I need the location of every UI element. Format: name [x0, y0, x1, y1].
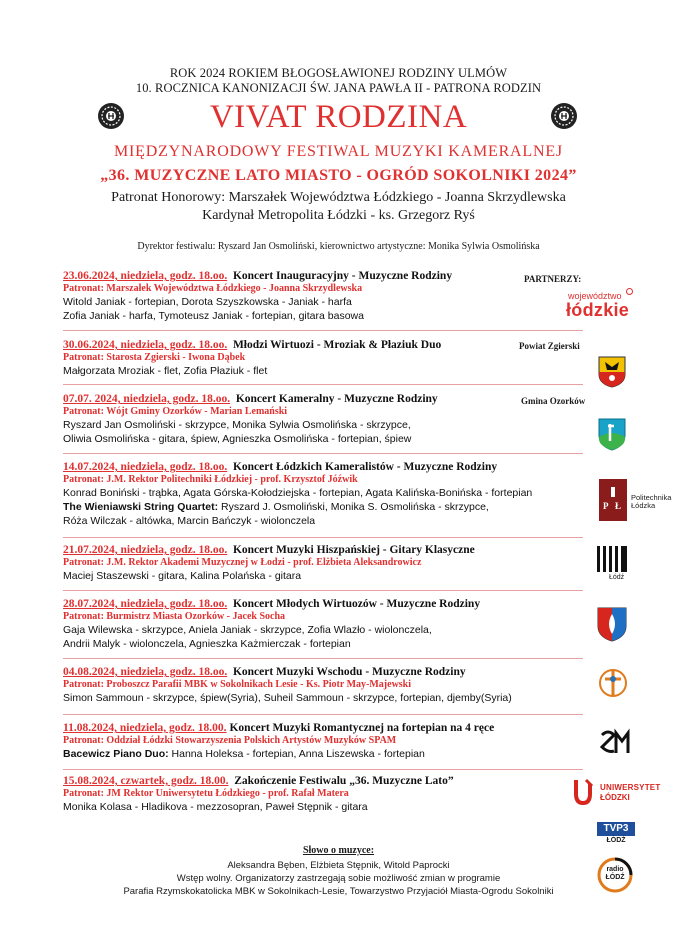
- footer-notice: Wstęp wolny. Organizatorzy zastrzegają sobie możliwość zmian w programie: [176, 873, 501, 884]
- event-6: [63, 598, 583, 650]
- event-performers: Gaja Wilewska - skrzypce, Aniela Janiak - skrzypce, Zofia Wlazło - wiolonczela,: [63, 624, 432, 636]
- event-patron: Patronat: Starosta Zgierski - Iwona Dąbek: [63, 352, 246, 363]
- event-performers: The Wieniawski String Quartet: Ryszard J. Osmoliński, Monika S. Osmolińska - skrzypce,: [63, 501, 489, 513]
- event-4: [63, 461, 583, 527]
- wojewodztwo-lodzkie-logo: województwo łódzkie: [560, 288, 640, 328]
- uniwersytet-lodzki-logo: UNIWERSYTET ŁÓDZKI: [572, 776, 662, 808]
- akademia-muzyczna-logo: Łódź: [597, 546, 631, 584]
- divider: [63, 769, 583, 770]
- event-patron: Patronat: Marszałek Województwa Łódzkiego - Joanna Skrzydlewska: [63, 283, 363, 294]
- event-title: Koncert Młodych Wirtuozów - Muzyczne Rodziny: [232, 598, 481, 610]
- registered-icon: [626, 288, 633, 295]
- divider: [63, 714, 583, 715]
- event-patron: Patronat: Burmistrz Miasta Ozorków - Jacek Socha: [63, 611, 286, 622]
- powiat-label: Powiat Zgierski: [519, 341, 580, 351]
- event-title: Koncert Muzyki Romantycznej na fortepian na 4 ręce: [229, 722, 495, 734]
- event-performers: Monika Kolasa - Hladikova - mezzosopran, Paweł Stępnik - gitara: [63, 801, 368, 813]
- divider: [63, 537, 583, 538]
- politechnika-emblem-icon: P Ł: [599, 479, 627, 521]
- event-performers: Oliwia Osmolińska - gitara, śpiew, Agnieszka Osmolińska - fortepian, śpiew: [63, 433, 412, 445]
- event-patron: Patronat: Wójt Gminy Ozorków - Marian Lemański: [63, 406, 288, 417]
- spam-logo-icon: [598, 727, 632, 764]
- footer-organizers: Parafia Rzymskokatolicka MBK w Sokolnikach-Lesie, Towarzystwo Przyjaciół Miasta-Ogrodu Sokolniki: [123, 886, 554, 897]
- header-line-2: 10. ROCZNICA KANONIZACJI ŚW. JANA PAWŁA II - PATRONA RODZIN: [135, 81, 542, 95]
- event-performers: Witold Janiak - fortepian, Dorota Szyszkowska - Janiak - harfa: [63, 296, 352, 308]
- event-performers: Małgorzata Mroziak - flet, Zofia Płaziuk - flet: [63, 365, 268, 377]
- event-performers: Bacewicz Piano Duo: Hanna Holeksa - fortepian, Anna Liszewska - fortepian: [63, 748, 425, 760]
- event-date: 11.08.2024, niedziela, godz. 18.00.: [63, 722, 227, 734]
- event-2: [63, 339, 583, 377]
- gmina-ozorkow-crest-icon: [597, 417, 627, 456]
- event-date: 23.06.2024, niedziela, godz. 18.oo.: [63, 270, 228, 282]
- event-date: 28.07.2024, niedziela, godz. 18.oo.: [63, 598, 228, 610]
- event-title: Zakończenie Festiwalu „36. Muzyczne Lato”: [234, 775, 454, 787]
- festival-director: Dyrektor festiwalu: Ryszard Jan Osmoliński, kierownictwo artystyczne: Monika Sylwia Osmolińska: [137, 241, 540, 252]
- piano-keys-icon: [597, 546, 627, 572]
- event-date: 07.07. 2024, niedziela, godz. 18.oo.: [63, 393, 231, 405]
- event-1: [63, 270, 583, 322]
- divider: [63, 384, 583, 385]
- event-title: Koncert Kameralny - Muzyczne Rodziny: [235, 393, 438, 405]
- event-patron: Patronat: JM Rektor Uniwersytetu Łódzkiego - prof. Rafał Matera: [63, 788, 349, 799]
- divider: [63, 658, 583, 659]
- powiat-zgierski-crest-icon: [598, 356, 626, 393]
- event-date: 15.08.2024, czwartek, godz. 18.00.: [63, 775, 229, 787]
- divider: [63, 590, 583, 591]
- event-date: 21.07.2024, niedziela, godz. 18.oo.: [63, 544, 228, 556]
- partners-heading: PARTNERZY:: [524, 274, 582, 284]
- event-date: 04.08.2024, niedziela, godz. 18.oo.: [63, 666, 228, 678]
- event-title: Koncert Muzyki Hiszpańskiej - Gitary Klasyczne: [232, 544, 475, 556]
- event-performers: Andrii Malyk - wiolonczela, Agnieszka Każmierczak - fortepian: [63, 638, 351, 650]
- festival-subtitle: MIĘDZYNARODOWY FESTIWAL MUZYKI KAMERALNEJ: [114, 143, 563, 160]
- event-8: [63, 722, 583, 760]
- parafia-cross-icon: [598, 665, 628, 706]
- politechnika-lodzka-logo: P Ł Politechnika Łódzka: [599, 479, 677, 521]
- event-3: [63, 393, 586, 445]
- event-performers: Zofia Janiak - harfa, Tymoteusz Janiak - fortepian, gitara basowa: [63, 310, 364, 322]
- radio-lodz-logo: radio ŁÓDŹ: [595, 856, 635, 894]
- event-9: [63, 775, 583, 813]
- event-date: 30.06.2024, niedziela, godz. 18.oo.: [63, 339, 228, 351]
- event-performers: Maciej Staszewski - gitara, Kalina Polańska - gitara: [63, 570, 302, 582]
- event-patron: Patronat: J.M. Rektor Politechniki Łódzkiej - prof. Krzysztof Jóźwik: [63, 474, 358, 485]
- event-title: Koncert Muzyki Wschodu - Muzyczne Rodziny: [232, 666, 466, 678]
- honorary-patron-1: Patronat Honorowy: Marszałek Województwa Łódzkiego - Joanna Skrzydlewska: [111, 190, 566, 205]
- event-patron: Patronat: Oddział Łódzki Stowarzyszenia Polskich Artystów Muzyków SPAM: [63, 735, 397, 746]
- footer-speakers: Aleksandra Bęben, Elżbieta Stępnik, Witold Paprocki: [227, 860, 450, 871]
- event-title: Młodzi Wirtuozi - Mroziak & Płaziuk Duo: [232, 339, 442, 351]
- event-5: [63, 544, 583, 582]
- divider: [63, 330, 583, 331]
- footer-title: Słowo o muzyce:: [302, 845, 375, 856]
- event-7: [63, 666, 583, 704]
- event-patron: Patronat: Proboszcz Parafii MBK w Sokolnikach Lesie - Ks. Piotr May-Majewski: [63, 679, 412, 690]
- festival-title: VIVAT RODZINA: [209, 99, 468, 135]
- miasto-ozorkow-crest-icon: [596, 606, 628, 647]
- event-patron: Patronat: J.M. Rektor Akademi Muzycznej w Łodzi - prof. Elżbieta Aleksandrowicz: [63, 557, 422, 568]
- uniwersytet-emblem-icon: [572, 778, 594, 811]
- festival-edition: „36. MUZYCZNE LATO MIASTO - OGRÓD SOKOLNIKI 2024”: [100, 167, 577, 184]
- event-performers: Konrad Boniński - trąbka, Agata Górska-Kołodziejska - fortepian, Agata Kalińska-Bonińska - fortepian: [63, 487, 533, 499]
- honorary-patron-2: Kardynał Metropolita Łódzki - ks. Grzegorz Ryś: [202, 208, 475, 223]
- event-performers: Róża Wilczak - altówka, Marcin Bańczyk - wiolonczela: [63, 515, 316, 527]
- gmina-label: Gmina Ozorków: [521, 396, 586, 406]
- event-date: 14.07.2024, niedziela, godz. 18.oo.: [63, 461, 228, 473]
- header-line-1: ROK 2024 ROKIEM BŁOGOSŁAWIONEJ RODZINY ULMÓW: [169, 66, 508, 80]
- tvp3-lodz-logo: TVP3 ŁÓDŹ: [597, 822, 635, 848]
- event-performers: Ryszard Jan Osmoliński - skrzypce, Monika Sylwia Osmolińska - skrzypce,: [63, 419, 411, 431]
- event-title: Koncert Inauguracyjny - Muzyczne Rodziny: [232, 270, 453, 282]
- divider: [63, 453, 583, 454]
- event-performers: Simon Sammoun - skrzypce, śpiew(Syria), Suheil Sammoun - skrzypce, fortepian, djemby(Syria): [63, 692, 512, 704]
- event-title: Koncert Łódzkich Kameralistów - Muzyczne Rodziny: [232, 461, 498, 473]
